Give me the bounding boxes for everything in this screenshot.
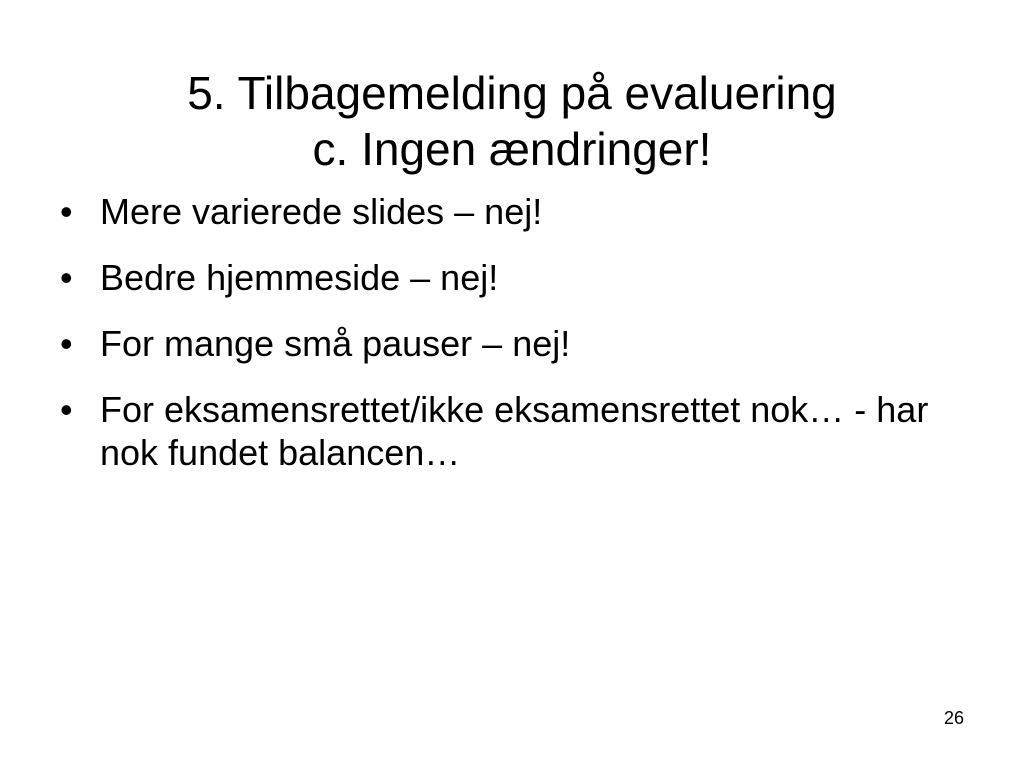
bullet-item [60, 190, 960, 233]
bullet-text: For eksamensrettet/ikke eksamensrettet nok… - har nok fundet balancen… [100, 389, 929, 473]
bullet-item [60, 322, 960, 365]
bullet-text: For mange små pauser – nej! [100, 323, 571, 364]
bullet-list [60, 190, 960, 497]
title-line-1: 5. Tilbagemelding på evaluering [187, 66, 837, 119]
bullet-marker: • [60, 389, 73, 430]
bullet-text: Bedre hjemmeside – nej! [100, 257, 499, 298]
bullet-item [60, 388, 960, 474]
title-line-2: c. Ingen ændringer! [312, 122, 712, 175]
bullet-marker: • [60, 257, 73, 298]
bullet-text: Mere varierede slides – nej! [100, 191, 543, 232]
slide-number: 26 [943, 708, 964, 728]
slide-title [62, 65, 962, 177]
bullet-marker: • [60, 191, 73, 232]
bullet-item [60, 256, 960, 299]
bullet-marker: • [60, 323, 73, 364]
